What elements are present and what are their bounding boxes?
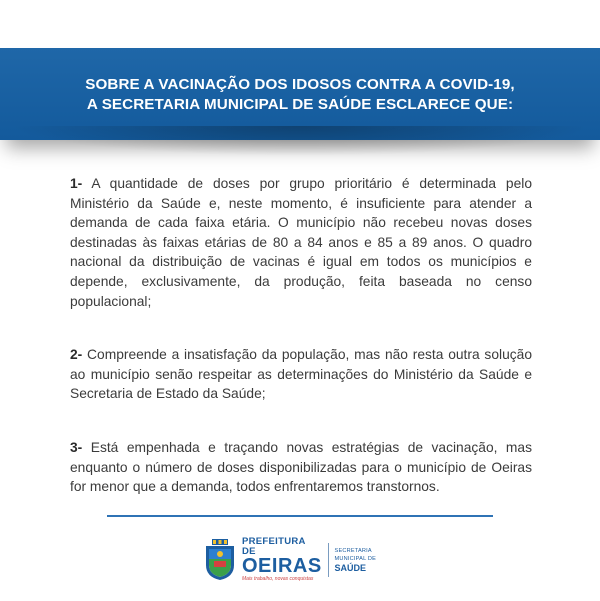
header-title-line1: SOBRE A VACINAÇÃO DOS IDOSOS CONTRA A COVID-19, [85, 76, 515, 93]
brand-name: OEIRAS [242, 555, 322, 577]
brand-block [242, 537, 322, 583]
footer-divider [107, 515, 493, 517]
logo-separator [328, 543, 329, 577]
item-number: 3- [70, 440, 83, 455]
statement-item-1 [70, 174, 532, 311]
department-block [335, 547, 402, 573]
brand-top: PREFEITURA DE [242, 536, 306, 557]
header-title [60, 75, 540, 115]
department-top: SECRETARIA MUNICIPAL DE [334, 548, 377, 562]
statement-item-2 [70, 345, 532, 404]
item-text: A quantidade de doses por grupo prioritário é determinada pelo Ministério da Saúde e, neste momento, é insuficiente para atender a demanda de cada faixa etária. O município não recebeu novas doses destinadas às faixas etárias de 80 a 84 anos e 85 a 89 anos. O quadro nacional da distribuição de vacinas é igual em todos os municípios e depende, exclusivamente, da produção, feita baseada no censo populacional; [70, 176, 532, 309]
statement-item-3 [70, 438, 532, 497]
brand-slogan: Mais trabalho, novas conquistas [242, 576, 314, 582]
item-number: 2- [70, 347, 83, 362]
header-title-line2: A SECRETARIA MUNICIPAL DE SAÚDE ESCLARECE QUE: [86, 96, 514, 113]
item-number: 1- [70, 176, 83, 191]
item-text: Compreende a insatisfação da população, mas não resta outra solução ao município senão respeitar as determinações do Ministério da Saúde e Secretaria de Estado da Saúde; [70, 347, 532, 402]
footer-logo [202, 538, 402, 582]
city-crest-icon [202, 539, 238, 581]
department-name: SAÚDE [334, 563, 367, 573]
item-text: Está empenhada e traçando novas estratégias de vacinação, mas enquanto o número de doses disponibilizadas para o município de Oeiras for menor que a demanda, todos enfrentaremos transtornos. [70, 440, 532, 495]
banner-shadow [10, 126, 590, 156]
